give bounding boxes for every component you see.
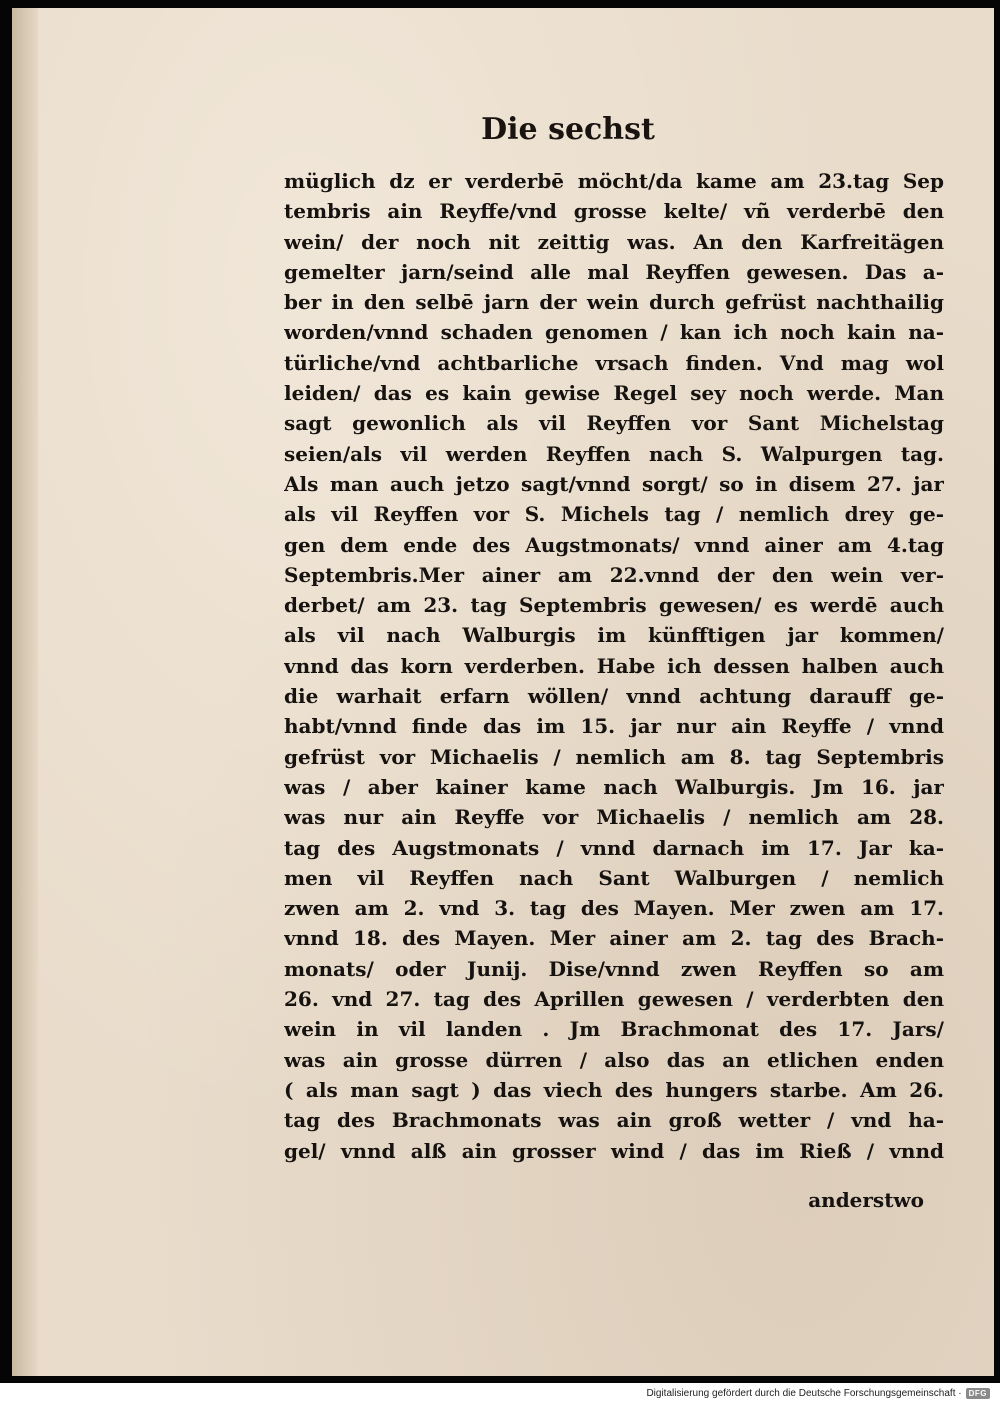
catchword: anderstwo — [808, 1188, 924, 1212]
text-line: türliche/vnd achtbarliche vrsach finden. Vnd mag wol — [284, 350, 944, 375]
footer-credit — [646, 1388, 990, 1399]
text-line: derbet/ am 23. tag Septembris gewesen/ es werdē auch — [284, 593, 944, 618]
text-line: Als man auch jetzo sagt/vnnd sorgt/ so in disem 27. jar — [284, 471, 944, 496]
text-line: vnnd 18. des Mayen. Mer ainer am 2. tag des Brach- — [284, 926, 944, 951]
text-line: als vil nach Walburgis im künfftigen jar kommen/ — [284, 623, 944, 648]
text-line: gel/ vnnd alß ain grosser wind / das im Rieß / vnnd — [284, 1138, 944, 1163]
text-line: leiden/ das es kain gewise Regel sey noch werde. Man — [284, 381, 944, 406]
body-text — [284, 166, 944, 1166]
text-line: müglich dz er verderbē möcht/da kame am 23.tag Sep — [284, 169, 944, 193]
running-head: Die sechst — [481, 112, 655, 147]
text-line: Septembris.Mer ainer am 22.vnnd der den wein ver- — [284, 562, 944, 587]
text-line: seien/als vil werden Reyffen nach S. Walpurgen tag. — [284, 441, 944, 466]
text-line: tag des Brachmonats was ain groß wetter / vnd ha- — [284, 1108, 944, 1133]
text-line: tembris ain Reyffe/vnd grosse kelte/ vñ verderbē den — [284, 199, 944, 224]
text-line: 26. vnd 27. tag des Aprillen gewesen / verderbten den — [284, 987, 944, 1012]
text-line: ber in den selbē jarn der wein durch gefrüst nachthailig — [284, 290, 944, 315]
text-line: gefrüst vor Michaelis / nemlich am 8. tag Septembris — [284, 744, 944, 769]
text-line: wein in vil landen . Jm Brachmonat des 17. Jars/ — [284, 1017, 944, 1042]
text-line: men vil Reyffen nach Sant Walburgen / nemlich — [284, 865, 944, 890]
funding-credit-text: Digitalisierung gefördert durch die Deutsche Forschungsgemeinschaft · — [646, 1388, 962, 1399]
text-line: als vil Reyffen vor S. Michels tag / nemlich drey ge- — [284, 502, 944, 527]
text-line: sagt gewonlich als vil Reyffen vor Sant Michelstag — [284, 411, 944, 436]
dfg-logo: DFG — [966, 1388, 990, 1399]
text-line: worden/vnnd schaden genomen / kan ich noch kain na- — [284, 320, 944, 345]
text-line: vnnd das korn verderben. Habe ich dessen halben auch — [284, 653, 944, 678]
text-line: was nur ain Reyffe vor Michaelis / nemlich am 28. — [284, 805, 944, 830]
book-page — [12, 8, 994, 1376]
text-line: habt/vnnd finde das im 15. jar nur ain Reyffe / vnnd — [284, 714, 944, 739]
page-fold-edge — [12, 8, 38, 1376]
text-line: was ain grosse dürren / also das an etlichen enden — [284, 1047, 944, 1072]
text-line: ( als man sagt ) das viech des hungers starbe. Am 26. — [284, 1077, 944, 1102]
text-line: zwen am 2. vnd 3. tag des Mayen. Mer zwen am 17. — [284, 896, 944, 921]
text-line: gen dem ende des Augstmonats/ vnnd ainer am 4.tag — [284, 532, 944, 557]
text-line: monats/ oder Junij. Dise/vnnd zwen Reyffen so am — [284, 956, 944, 981]
text-line: was / aber kainer kame nach Walburgis. Jm 16. jar — [284, 774, 944, 799]
text-line: tag des Augstmonats / vnnd darnach im 17. Jar ka- — [284, 835, 944, 860]
text-line: wein/ der noch nit zeittig was. An den Karfreitägen — [284, 229, 944, 254]
text-line: die warhait erfarn wöllen/ vnnd achtung darauff ge- — [284, 684, 944, 709]
text-line: gemelter jarn/seind alle mal Reyffen gewesen. Das a- — [284, 259, 944, 284]
